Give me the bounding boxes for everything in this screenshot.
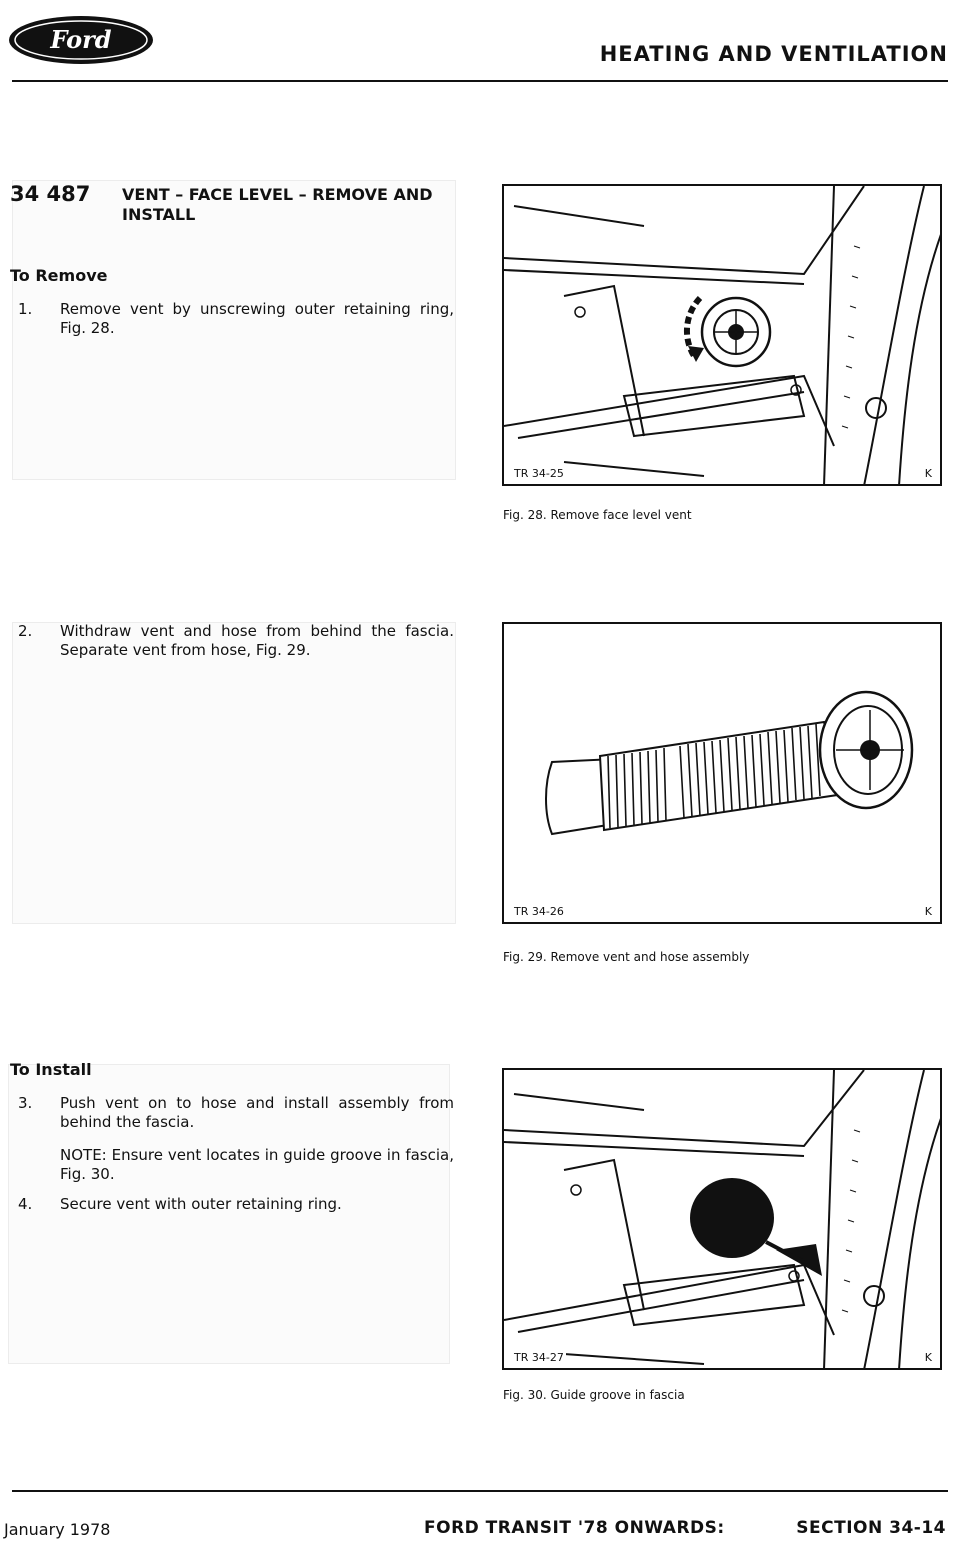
fig-28-drawing xyxy=(504,186,942,486)
install-heading: To Install xyxy=(10,1060,92,1079)
fig-30-code: TR 34-27 xyxy=(514,1351,564,1364)
header-rule xyxy=(12,80,948,82)
fig-30-caption: Fig. 30. Guide groove in fascia xyxy=(503,1388,685,1402)
fig-28-code: TR 34-25 xyxy=(514,467,564,480)
show-through-box xyxy=(12,622,456,924)
fig-29-mark: K xyxy=(924,905,932,918)
step-text: Push vent on to hose and install assembly from behind the fascia. xyxy=(60,1094,454,1131)
remove-heading: To Remove xyxy=(10,266,108,285)
figure-28 xyxy=(502,184,942,486)
fig-30-drawing xyxy=(504,1070,942,1370)
step-number: 1. xyxy=(18,300,33,318)
step-text: Remove vent by unscrewing outer retaining ring, Fig. 28. xyxy=(60,300,454,337)
fig-30-mark: K xyxy=(924,1351,932,1364)
step-4 xyxy=(18,1195,454,1214)
footer-section: SECTION 34-14 xyxy=(796,1518,946,1538)
step-number: 2. xyxy=(18,622,33,640)
fig-29-drawing xyxy=(504,624,942,924)
step-1 xyxy=(18,300,454,338)
section-heading xyxy=(10,182,470,225)
install-note: NOTE: Ensure vent locates in guide groove in fascia, Fig. 30. xyxy=(60,1146,454,1183)
section-title: VENT – FACE LEVEL – REMOVE AND INSTALL xyxy=(122,185,433,224)
ford-logo xyxy=(6,14,156,66)
step-text: Secure vent with outer retaining ring. xyxy=(60,1195,342,1213)
footer-rule xyxy=(12,1490,948,1492)
step-2 xyxy=(18,622,454,660)
fig-28-mark: K xyxy=(924,467,932,480)
step-number: 4. xyxy=(18,1195,33,1213)
footer-title: FORD TRANSIT '78 ONWARDS: xyxy=(424,1518,725,1538)
step-number: 3. xyxy=(18,1094,33,1112)
step-3 xyxy=(18,1094,454,1132)
fig-29-caption: Fig. 29. Remove vent and hose assembly xyxy=(503,950,750,964)
figure-29 xyxy=(502,622,942,924)
section-number: 34 487 xyxy=(10,182,91,206)
fig-29-code: TR 34-26 xyxy=(514,905,564,918)
fig-28-caption: Fig. 28. Remove face level vent xyxy=(503,508,692,522)
figure-30 xyxy=(502,1068,942,1370)
step-text: Withdraw vent and hose from behind the fascia. Separate vent from hose, Fig. 29. xyxy=(60,622,454,659)
footer-date: January 1978 xyxy=(4,1520,111,1539)
svg-text:Ford: Ford xyxy=(50,25,112,54)
header-title: HEATING AND VENTILATION xyxy=(599,42,948,66)
